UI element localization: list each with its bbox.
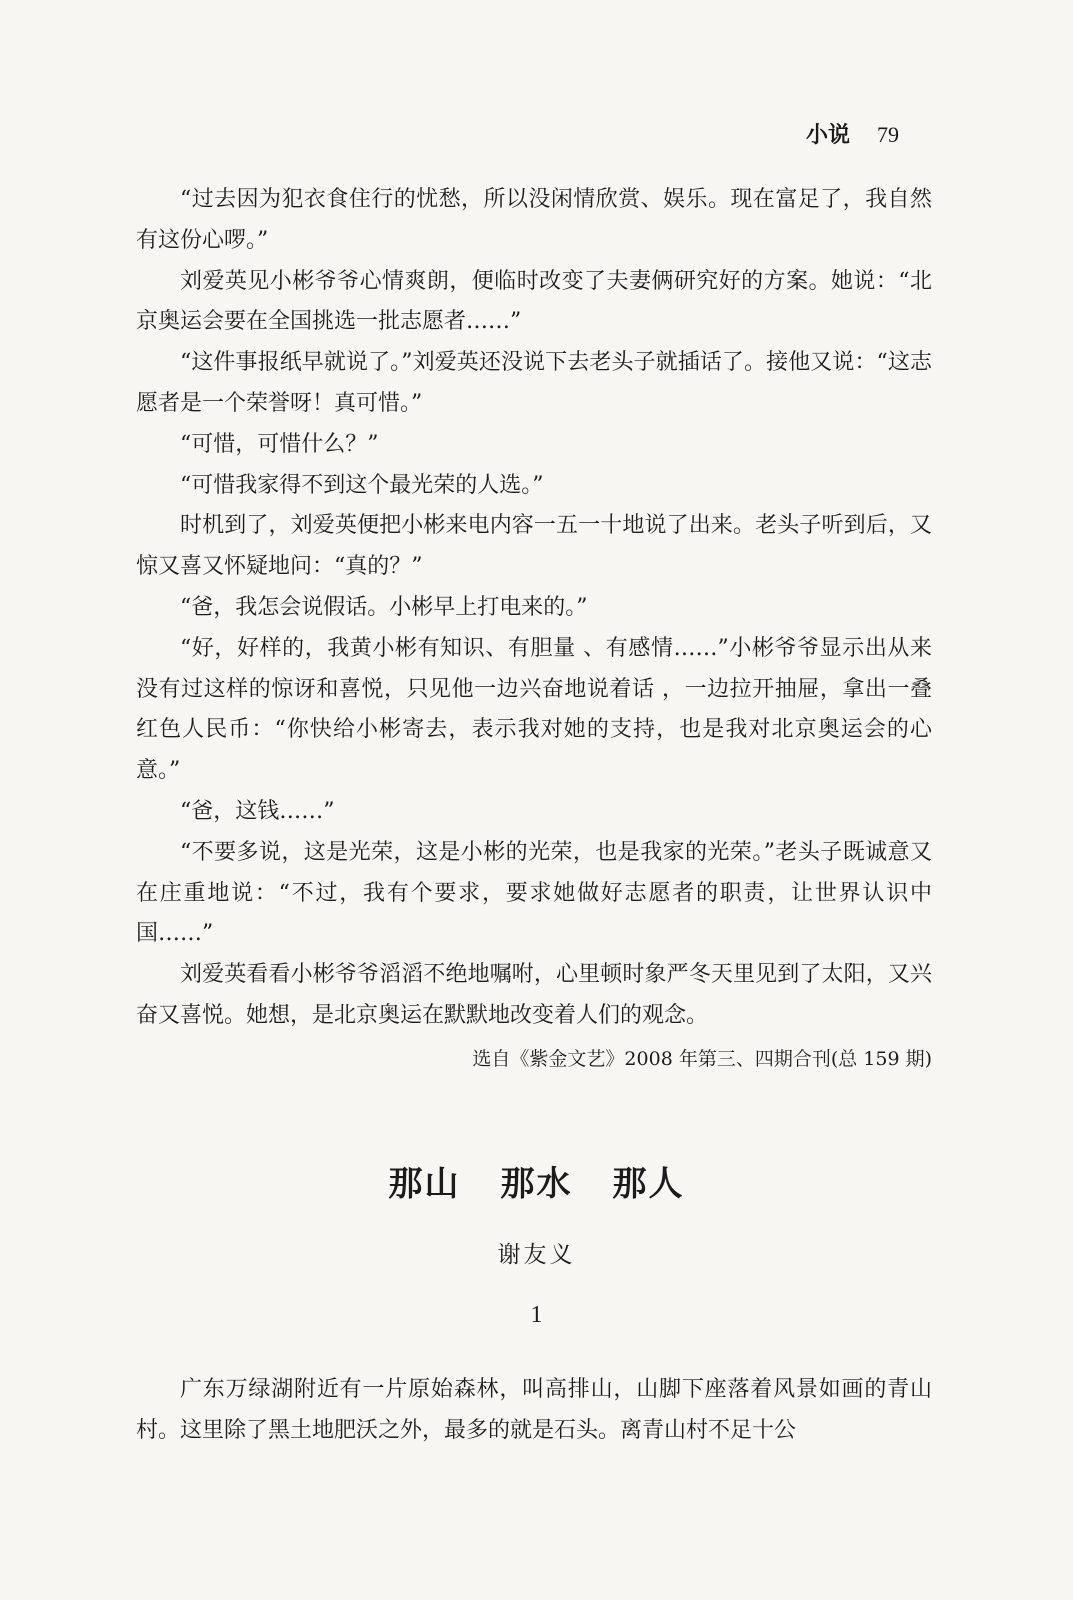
paragraph: “可惜我家得不到这个最光荣的人选。” [180, 472, 544, 498]
paragraph: “爸，我怎会说假话。小彬早上打电来的。” [180, 594, 588, 620]
paragraph: “爸，这钱……” [180, 798, 335, 824]
paragraph: “可惜，可惜什么？” [180, 431, 379, 457]
paragraph: 刘爱英见小彬爷爷心情爽朗，便临时改变了夫妻俩研究好的方案。她说：“北京奥运会要在全国挑选一批志愿者……” [136, 268, 932, 335]
section-title: 小说 [806, 123, 851, 148]
story2-body [136, 1370, 932, 1452]
source-citation: 选自《紫金文艺》2008 年第三、四期合刊(总 159 期) [472, 1047, 932, 1070]
title-part: 那水 [500, 1164, 573, 1204]
paragraph: “这件事报纸早就说了。”刘爱英还没说下去老头子就插话了。接他又说：“这志愿者是一个荣誉呀！真可惜。” [136, 350, 932, 416]
author-name: 谢友义 [497, 1242, 576, 1268]
paragraph: 刘爱英看看小彬爷爷滔滔不绝地嘱咐，心里顿时象严冬天里见到了太阳，又兴奋又喜悦。她想，是北京奥运在默默地改变着人们的观念。 [136, 962, 932, 1028]
title-part: 那人 [612, 1164, 685, 1204]
paragraph: “好，好样的，我黄小彬有知识、有胆量 、有感情……”小彬爷爷显示出从来没有过这样的惊讶和喜悦，只见他一边兴奋地说着话 ，一边拉开抽屉，拿出一叠红色人民币：“你快给小彬寄去，表示我对她的支持，也是我对北京奥运会的心意。” [136, 635, 932, 784]
chapter-number: 1 [530, 1302, 543, 1328]
paragraph: 时机到了，刘爱英便把小彬来电内容一五一十地说了出来。老头子听到后，又惊又喜又怀疑地问：“真的？” [136, 513, 932, 580]
paragraph: “不要多说，这是光荣，这是小彬的光荣，也是我家的光荣。”老头子既诚意又在庄重地说：“不过，我有个要求，要求她做好志愿者的职责，让世界认识中国……” [136, 839, 932, 947]
story1-body [136, 180, 932, 1079]
page-number: 79 [877, 122, 900, 147]
story-title [0, 1156, 1073, 1205]
paragraph: “过去因为犯衣食住行的忧愁，所以没闲情欣赏、娱乐。现在富足了，我自然有这份心啰。” [136, 187, 932, 253]
title-part: 那山 [388, 1164, 461, 1204]
paragraph: 广东万绿湖附近有一片原始森林，叫高排山，山脚下座落着风景如画的青山村。这里除了黑土地肥沃之外，最多的就是石头。离青山村不足十公 [136, 1377, 932, 1443]
running-head [806, 118, 899, 149]
